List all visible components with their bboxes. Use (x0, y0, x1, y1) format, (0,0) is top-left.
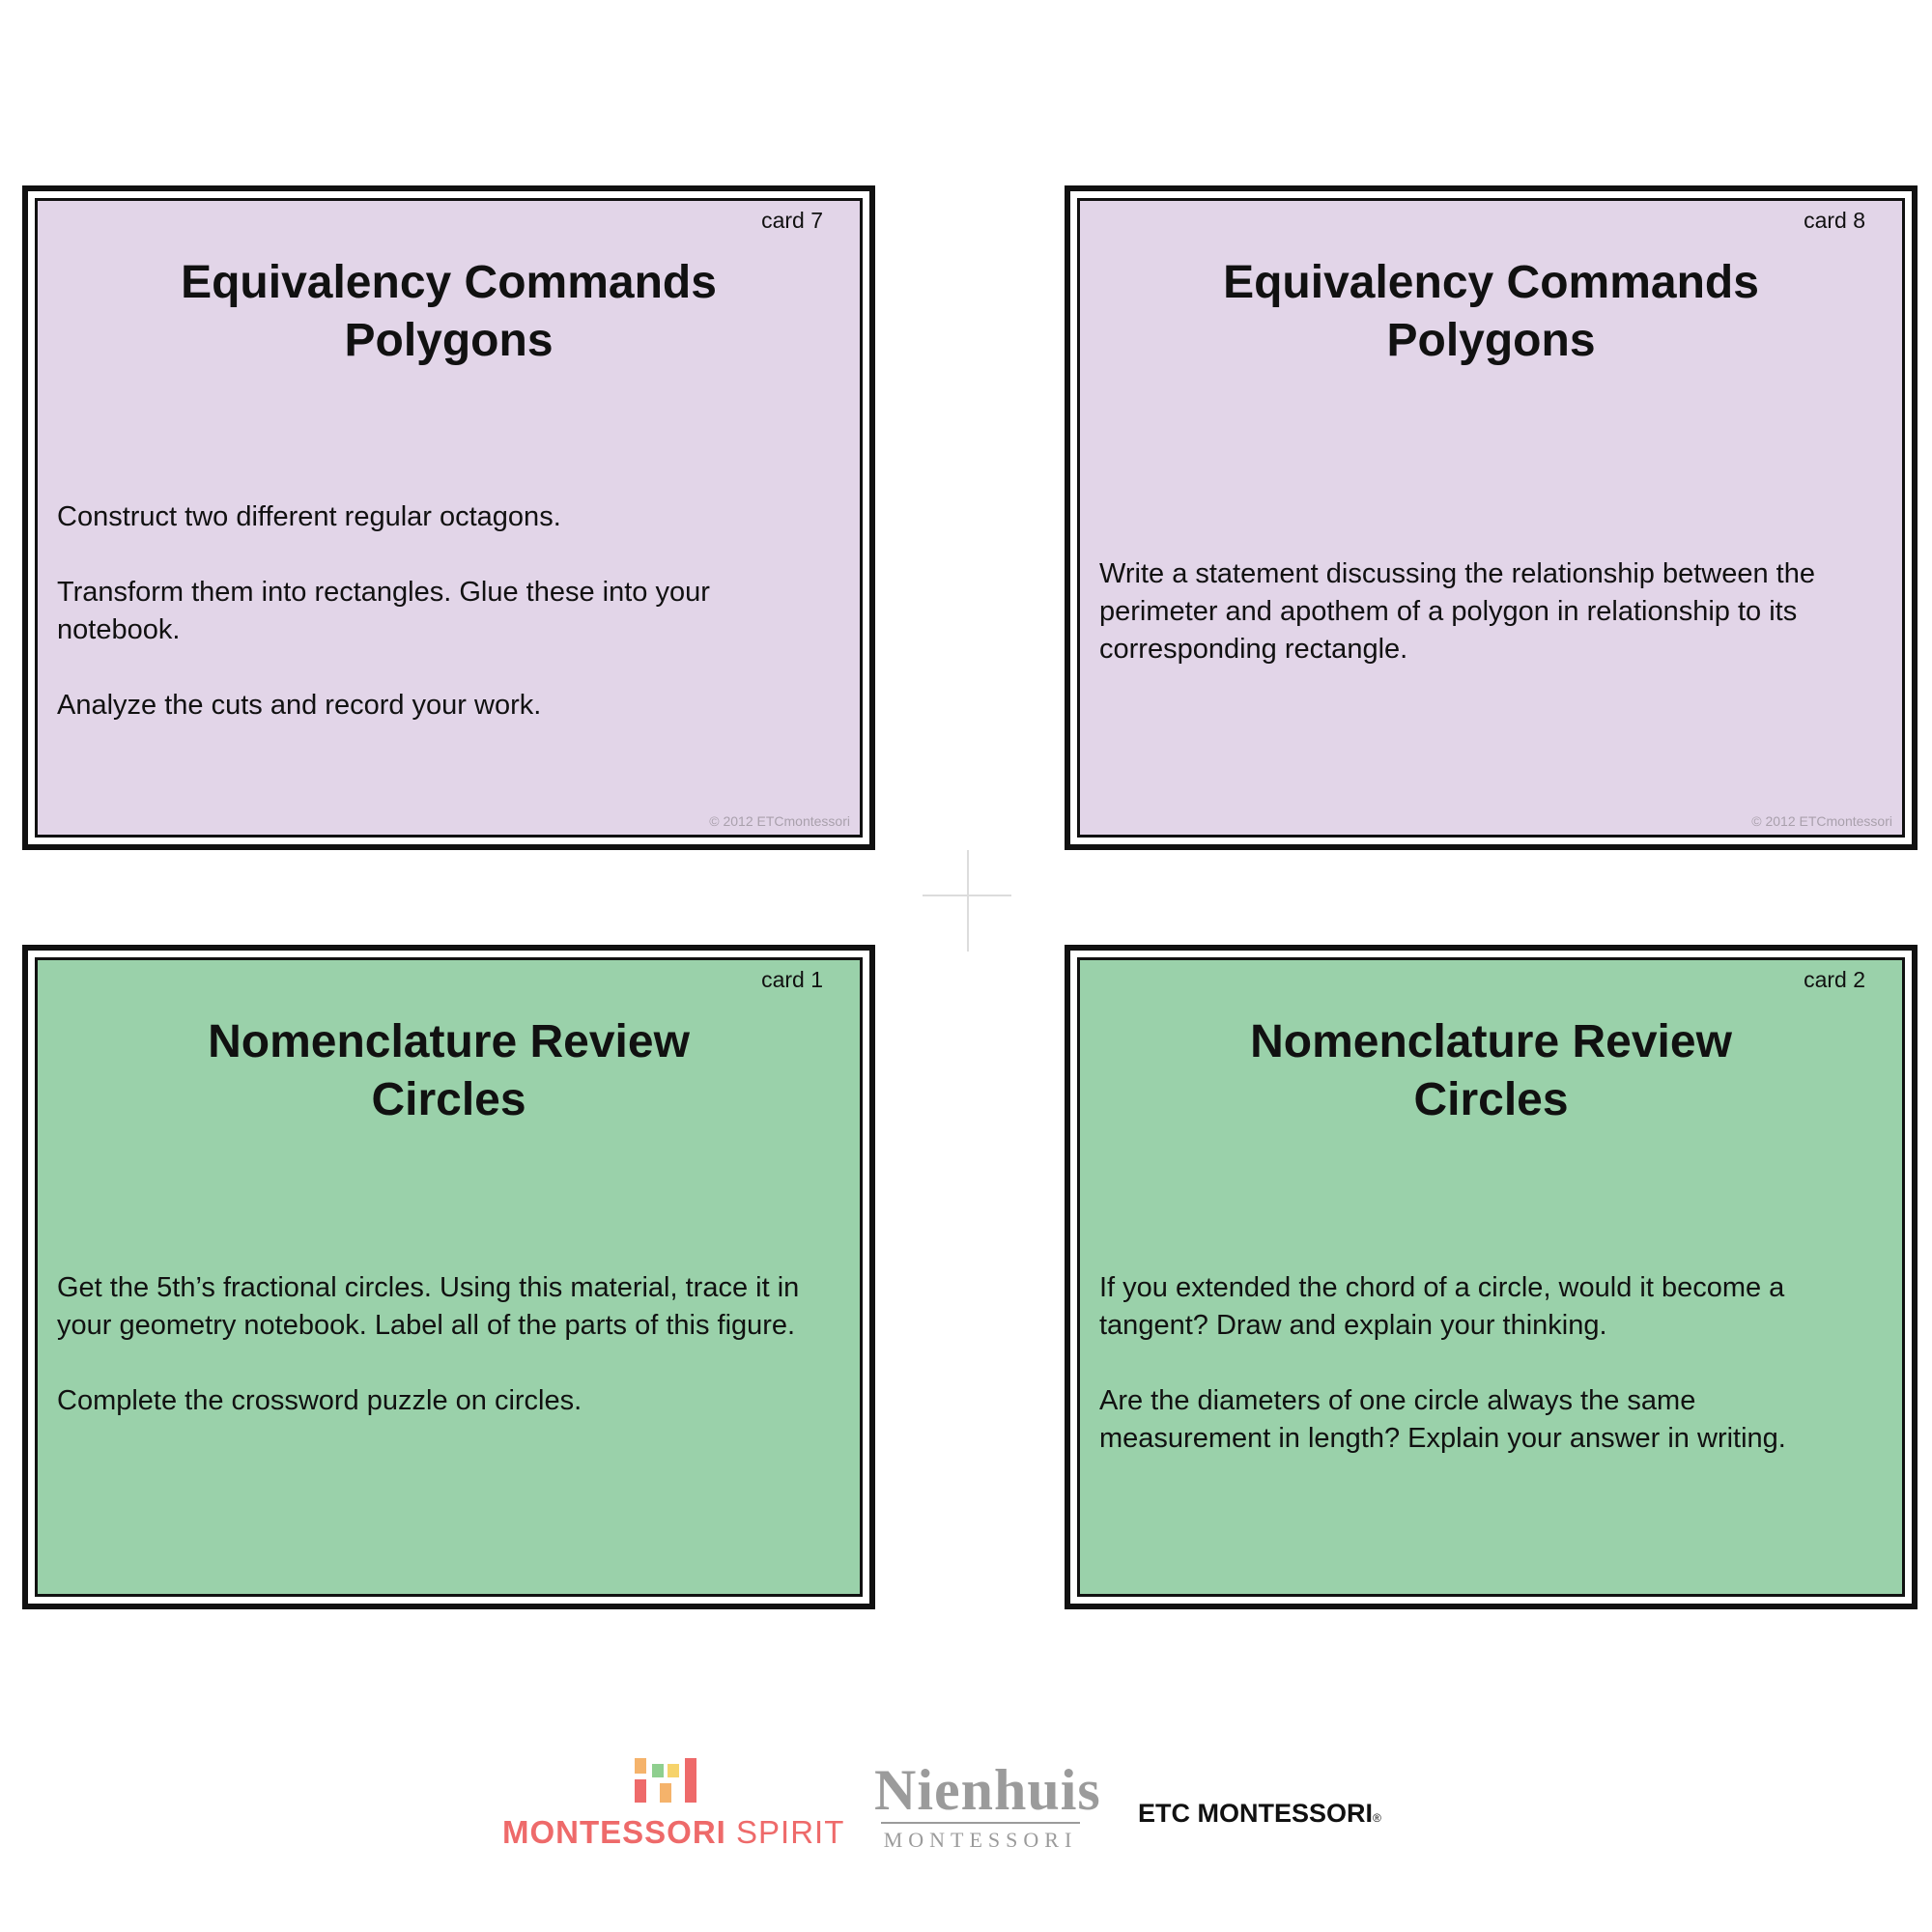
nienhuis-rule (881, 1822, 1080, 1824)
task-card-2 (1065, 945, 1918, 1609)
card-instruction: Write a statement discussing the relationship between the perimeter and apothem of a polygon in relationship to its corresponding rectangle. (1099, 558, 1815, 665)
card-instruction: Get the 5th’s fractional circles. Using this material, trace it in your geometry notebook. Label all of the parts of this figure. (57, 1272, 800, 1341)
montessori-spirit-logo (502, 1758, 845, 1850)
nienhuis-logo (874, 1758, 1101, 1855)
mark-block (635, 1758, 646, 1774)
card-title (1080, 254, 1902, 370)
montessori-spirit-wordmark (502, 1814, 845, 1851)
cut-mark-vertical (967, 850, 969, 952)
card-body (1099, 1269, 1873, 1495)
card-body (1099, 555, 1873, 706)
etc-montessori-wordmark: ETC MONTESSORI (1138, 1799, 1374, 1828)
mark-block (660, 1783, 671, 1803)
card-title-line2: Circles (1413, 1074, 1569, 1125)
card-instruction: Transform them into rectangles. Glue these into your notebook. (57, 577, 710, 645)
copyright-notice: © 2012 ETCmontessori (1751, 813, 1892, 829)
etc-montessori-logo (1138, 1799, 1381, 1829)
nienhuis-wordmark: Nienhuis (874, 1758, 1101, 1822)
card-instruction: If you extended the chord of a circle, would it become a tangent? Draw and explain your thinking. (1099, 1272, 1785, 1341)
montessori-spirit-mark-icon (635, 1758, 696, 1803)
card-title-line1: Equivalency Commands (1223, 257, 1759, 308)
card-number: card 1 (761, 967, 823, 992)
card-number: card 7 (761, 208, 823, 233)
card-instruction: Complete the crossword puzzle on circles. (57, 1385, 582, 1416)
card-title-line1: Nomenclature Review (1250, 1016, 1732, 1067)
mark-block (635, 1779, 646, 1803)
card-instruction: Analyze the cuts and record your work. (57, 690, 542, 721)
card-instruction: Construct two different regular octagons. (57, 501, 561, 532)
card-instruction: Are the diameters of one circle always the same measurement in length? Explain your answer in writing. (1099, 1385, 1786, 1454)
montessori-spirit-word2: SPIRIT (736, 1814, 845, 1850)
copyright-notice: © 2012 ETCmontessori (709, 813, 850, 829)
card-number: card 8 (1804, 208, 1865, 233)
card-1-panel (35, 957, 863, 1597)
card-title (1080, 1013, 1902, 1129)
card-title (38, 254, 860, 370)
card-title-line2: Polygons (344, 315, 554, 366)
card-2-panel (1077, 957, 1905, 1597)
registered-mark: ® (1373, 1811, 1381, 1825)
card-title-line2: Circles (371, 1074, 526, 1125)
card-body (57, 498, 831, 762)
mark-block (652, 1764, 664, 1777)
card-title (38, 1013, 860, 1129)
mark-block (685, 1758, 696, 1803)
card-7-panel (35, 198, 863, 838)
task-card-7 (22, 185, 875, 850)
card-8-panel (1077, 198, 1905, 838)
card-number: card 2 (1804, 967, 1865, 992)
card-title-line1: Equivalency Commands (181, 257, 717, 308)
nienhuis-subtitle: MONTESSORI (883, 1828, 1078, 1852)
card-title-line1: Nomenclature Review (208, 1016, 690, 1067)
card-body (57, 1269, 831, 1458)
mark-block (668, 1764, 679, 1777)
card-title-line2: Polygons (1386, 315, 1596, 366)
task-card-1 (22, 945, 875, 1609)
montessori-spirit-word1: MONTESSORI (502, 1814, 726, 1850)
task-card-8 (1065, 185, 1918, 850)
